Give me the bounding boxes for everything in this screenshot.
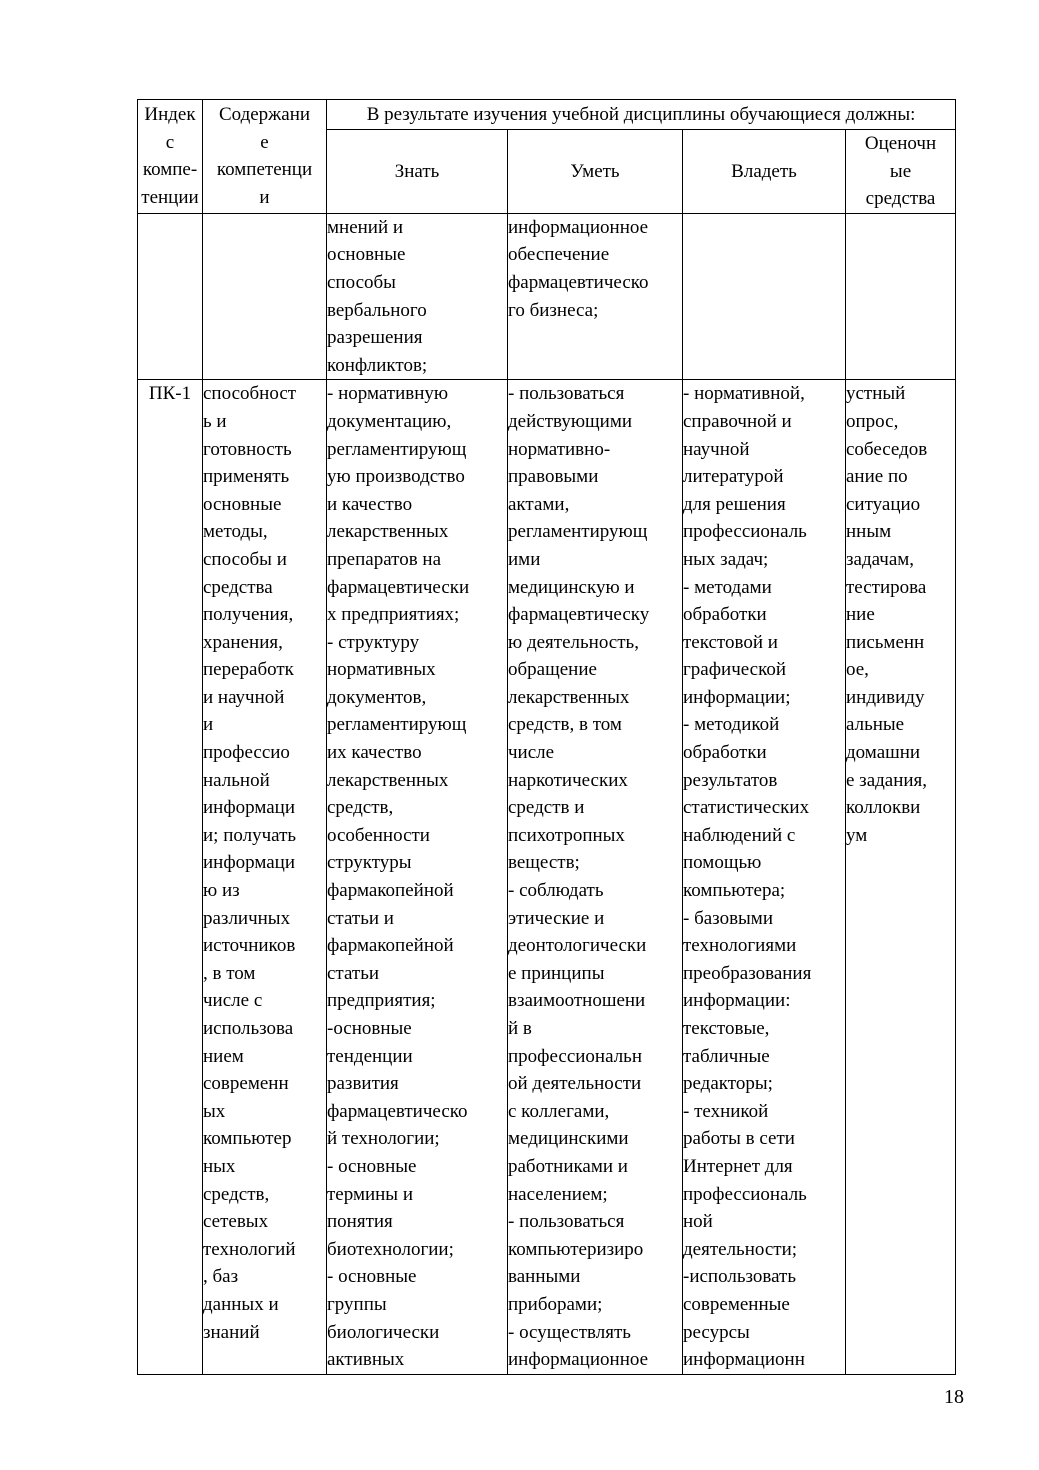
cell-know: - нормативную документацию, регламентирующ ую производство и качество лекарственных препаратов на фармацевтически х предприятиях; - структуру нормативных документов, регламентирующ их качество лекарственных средств, особенности структуры фармакопейной статьи и фармакопейной статьи предприятия; -основные тенденции развития фармацевтическо й технологии; - основные термины и понятия биотехнологии; - основные группы биологически активных: [327, 380, 508, 1374]
cell-content: способност ь и готовность применять основные методы, способы и средства получения, хранения, переработк и научной и профессио нальной информаци и; получать информаци ю из различных источников , в том числе с использова нием современн ых компьютер ных средств, сетевых технологий , баз данных и знаний: [203, 380, 327, 1374]
page-number: 18: [944, 1386, 964, 1408]
header-assess: Оценочн ые средства: [846, 130, 956, 214]
cell-content: [203, 213, 327, 380]
cell-can: информационное обеспечение фармацевтическо го бизнеса;: [508, 213, 683, 380]
cell-assess: устный опрос, собеседов ание по ситуацио нным задачам, тестирова ние письменн ое, индивиду альные домашни е задания, коллокви ум: [846, 380, 956, 1374]
header-content: Содержани е компетенци и: [203, 100, 327, 214]
cell-can: - пользоваться действующими нормативно- правовыми актами, регламентирующ ими медицинскую и фармацевтическу ю деятельность, обращение лекарственных средств, в том числе наркотических средств и психотропных веществ; - соблюдать этические и деонтологически е принципы взаимоотношени й в профессиональн ой деятельности с коллегами, медицинскими работниками и населением; - пользоваться компьютеризиро ванными приборами; - осуществлять информационное: [508, 380, 683, 1374]
header-own: Владеть: [683, 130, 846, 214]
header-row: [138, 100, 956, 130]
cell-assess: [846, 213, 956, 380]
cell-index: [138, 213, 203, 380]
cell-own: - нормативной, справочной и научной литературой для решения профессиональ ных задач; - методами обработки текстовой и графической информации; - методикой обработки результатов статистических наблюдений с помощью компьютера; - базовыми технологиями преобразования информации: текстовые, табличные редакторы; - техникой работы в сети Интернет для профессиональ ной деятельности; -использовать современные ресурсы информационн: [683, 380, 846, 1374]
table-row: [138, 380, 956, 1374]
competence-table: [137, 99, 956, 1375]
header-index: Индек с компе- тенции: [138, 100, 203, 214]
header-result: В результате изучения учебной дисциплины обучающиеся должны:: [327, 100, 956, 130]
header-know: Знать: [327, 130, 508, 214]
header-can: Уметь: [508, 130, 683, 214]
cell-know: мнений и основные способы вербального разрешения конфликтов;: [327, 213, 508, 380]
cell-index: ПК-1: [138, 380, 203, 1374]
cell-own: [683, 213, 846, 380]
table-row: [138, 213, 956, 380]
